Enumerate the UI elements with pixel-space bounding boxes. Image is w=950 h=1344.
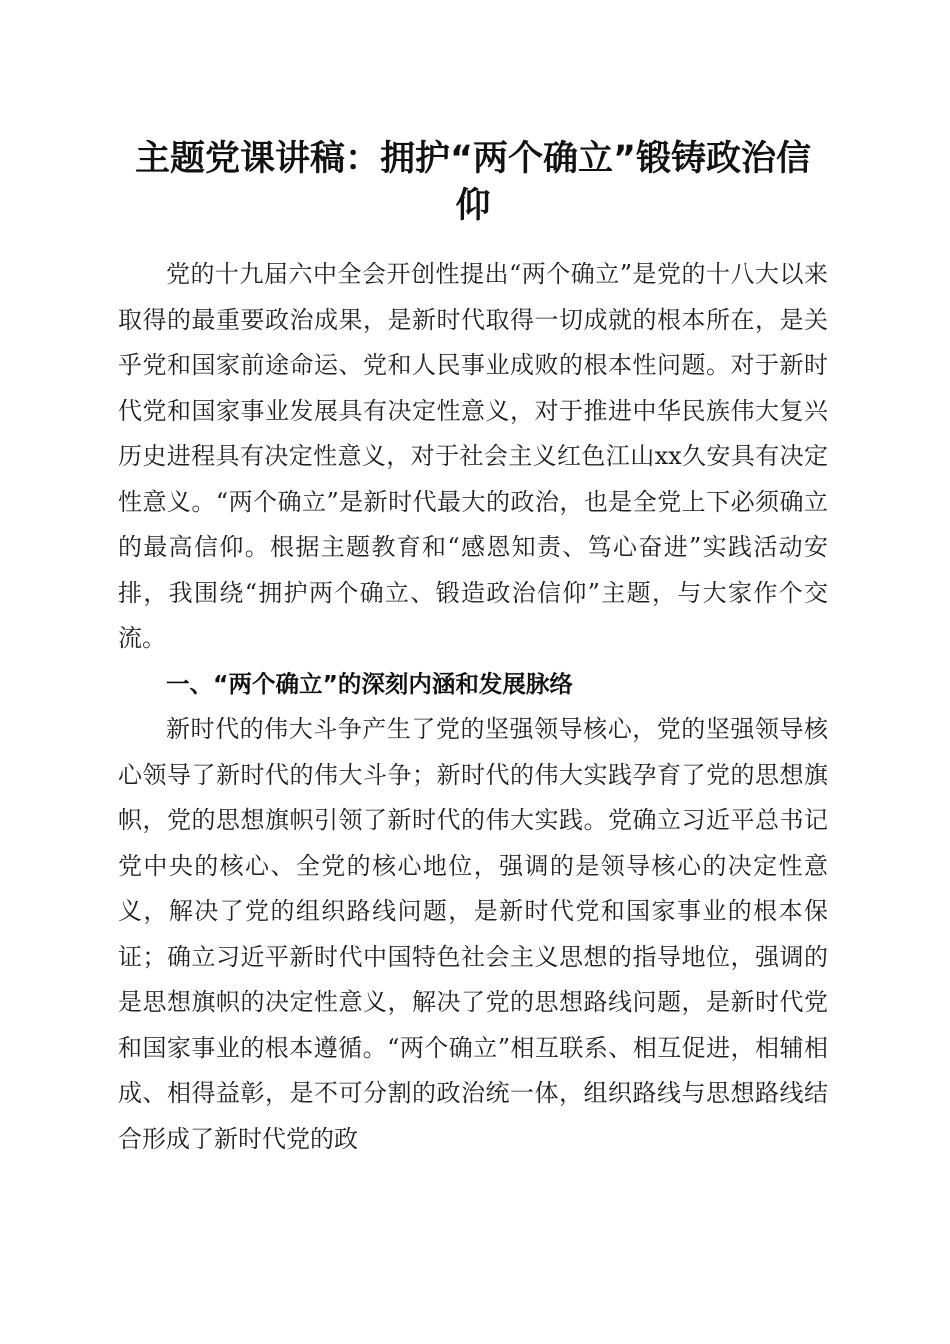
section-paragraph: 新时代的伟大斗争产生了党的坚强领导核心，党的坚强领导核心领导了新时代的伟大斗争；新时代的伟大实践孕育了党的思想旗帜，党的思想旗帜引领了新时代的伟大实践。党确立习近平总书记党中央的核心、全党的核心地位，强调的是领导核心的决定性意义，解决了党的组织路线问题，是新时代党和国家事业的根本保证；确立习近平新时代中国特色社会主义思想的指导地位，强调的是思想旗帜的决定性意义，解决了党的思想路线问题，是新时代党和国家事业的根本遵循。“两个确立”相互联系、相互促进，相辅相成、相得益彰，是不可分割的政治统一体，组织路线与思想路线结合形成了新时代党的政: [118, 715, 828, 1153]
section-heading: 一、“两个确立”的深刻内涵和发展脉络: [166, 669, 573, 698]
document-title: 主题党课讲稿：拥护“两个确立”锻铸政治信仰: [134, 139, 811, 226]
document-body: [118, 252, 828, 1162]
intro-paragraph: 党的十九届六中全会开创性提出“两个确立”是党的十八大以来取得的最重要政治成果，是新时代取得一切成就的根本所在，是关乎党和国家前途命运、党和人民事业成败的根本性问题。对于新时代党和国家事业发展具有决定性意义，对于推进中华民族伟大复兴历史进程具有决定性意义，对于社会主义红色江山xx久安具有决定性意义。“两个确立”是新时代最大的政治，也是全党上下必须确立的最高信仰。根据主题教育和“感恩知责、笃心奋进”实践活动安排，我围绕“拥护两个确立、锻造政治信仰”主题，与大家作个交流。: [118, 260, 828, 652]
